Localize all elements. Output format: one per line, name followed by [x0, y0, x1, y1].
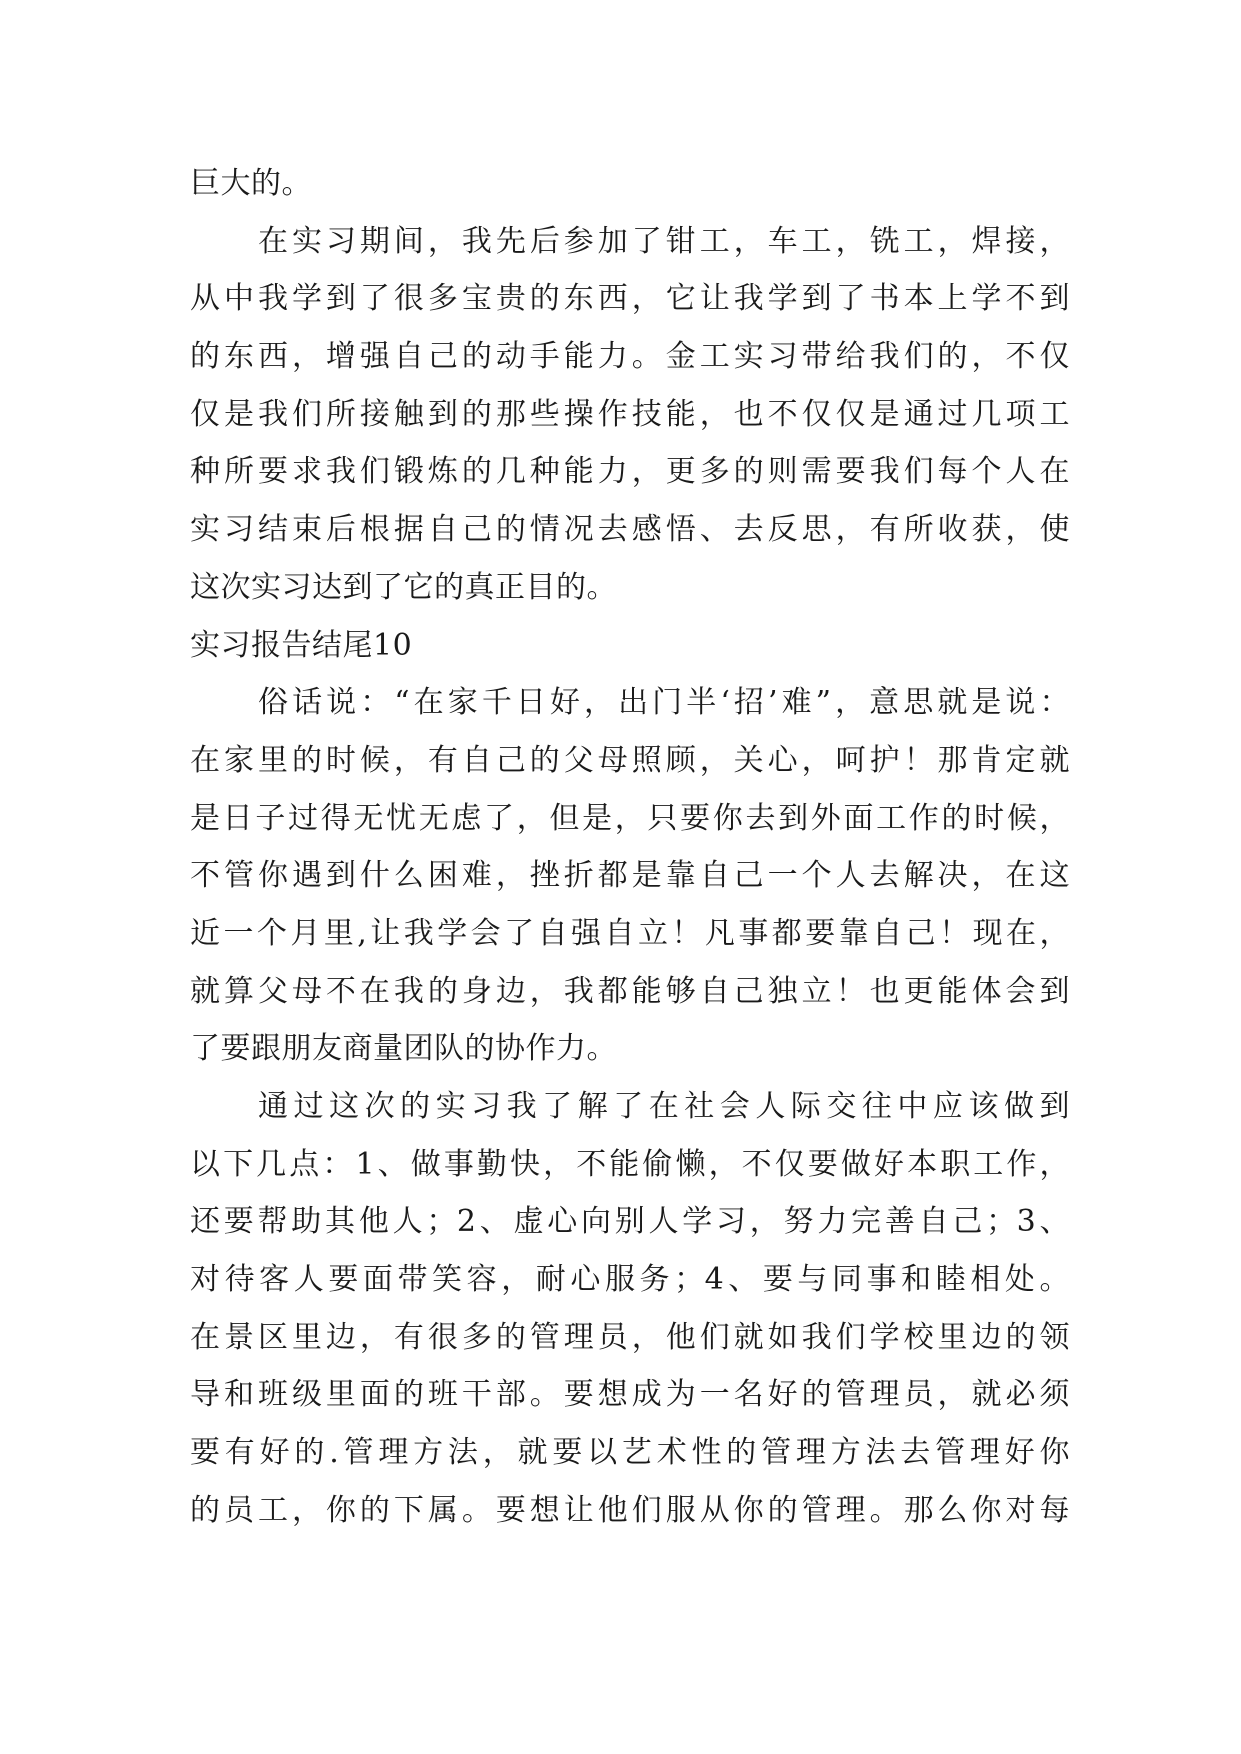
text-line: 对待客人要面带笑容，耐心服务；4、要与同事和睦相处。 — [190, 1262, 1070, 1298]
text-line: 不管你遇到什么困难，挫折都是靠自己一个人去解决，在这 — [190, 858, 1070, 894]
text-line: 在家里的时候，有自己的父母照顾，关心，呵护！那肯定就 — [190, 742, 1070, 778]
text-line: 种所要求我们锻炼的几种能力，更多的则需要我们每个人在 — [190, 454, 1070, 490]
text-line: 在景区里边，有很多的管理员，他们就如我们学校里边的领 — [190, 1319, 1070, 1355]
text-line: 近一个月里,让我学会了自强自立！凡事都要靠自己！现在， — [190, 915, 1070, 951]
text-line: 通过这次的实习我了解了在社会人际交往中应该做到 — [258, 1089, 1070, 1124]
text-line: 俗话说：“在家千日好，出门半‘招’难”，意思就是说： — [258, 685, 1070, 721]
section-heading: 实习报告结尾10 — [190, 627, 413, 663]
text-line: 仅是我们所接触到的那些操作技能，也不仅仅是通过几项工 — [190, 396, 1070, 432]
text-line: 巨大的。 — [190, 166, 312, 201]
text-line: 这次实习达到了它的真正目的。 — [190, 569, 617, 605]
text-line: 的员工，你的下属。要想让他们服从你的管理。那么你对每 — [190, 1492, 1070, 1528]
text-line: 导和班级里面的班干部。要想成为一名好的管理员，就必须 — [190, 1377, 1070, 1413]
text-line: 从中我学到了很多宝贵的东西，它让我学到了书本上学不到 — [190, 281, 1070, 317]
text-line: 以下几点：1、做事勤快，不能偷懒，不仅要做好本职工作， — [190, 1146, 1070, 1182]
text-line: 的东西，增强自己的动手能力。金工实习带给我们的，不仅 — [190, 339, 1070, 375]
document-body — [190, 155, 1070, 1540]
text-line: 在实习期间，我先后参加了钳工，车工，铣工，焊接， — [258, 223, 1070, 259]
text-line: 要有好的.管理方法，就要以艺术性的管理方法去管理好你 — [190, 1435, 1070, 1471]
text-line: 了要跟朋友商量团队的协作力。 — [190, 1031, 617, 1067]
text-line: 是日子过得无忧无虑了，但是，只要你去到外面工作的时候， — [190, 800, 1070, 836]
text-line: 实习结束后根据自己的情况去感悟、去反思，有所收获，使 — [190, 512, 1070, 548]
text-line: 还要帮助其他人；2、虚心向别人学习，努力完善自己；3、 — [190, 1204, 1070, 1240]
text-line: 就算父母不在我的身边，我都能够自己独立！也更能体会到 — [190, 973, 1070, 1009]
